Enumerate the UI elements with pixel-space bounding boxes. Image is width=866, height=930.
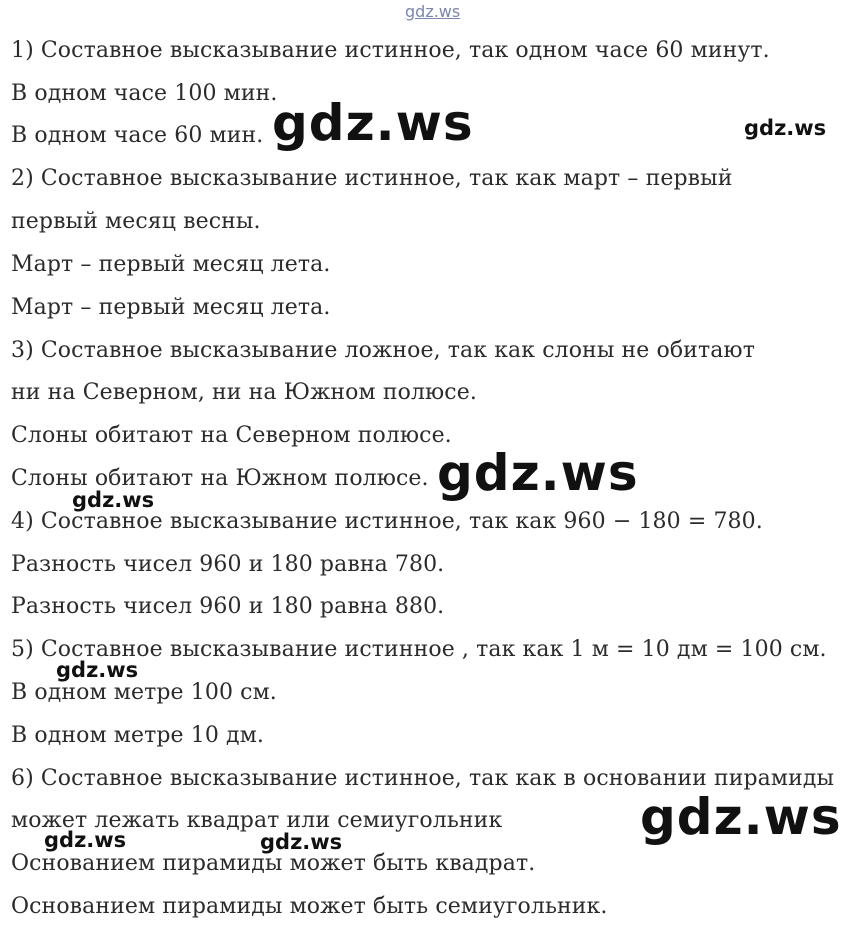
watermark: gdz.ws — [272, 94, 474, 152]
watermark: gdz.ws — [640, 788, 842, 846]
text-line: В одном метре 100 см. — [11, 680, 277, 705]
text-line: Разность чисел 960 и 180 равна 880. — [11, 594, 445, 619]
text-line: первый месяц весны. — [11, 209, 261, 234]
watermark: gdz.ws — [744, 116, 827, 140]
text-line: Март – первый месяц лета. — [11, 252, 331, 277]
text-line: В одном часе 60 мин. — [11, 123, 264, 148]
text-line: Слоны обитают на Северном полюсе. — [11, 423, 452, 448]
text-line: ни на Северном, ни на Южном полюсе. — [11, 380, 477, 405]
text-line: В одном часе 100 мин. — [11, 81, 278, 106]
watermark: gdz.ws — [405, 2, 461, 21]
text-line: Основанием пирамиды может быть квадрат. — [11, 851, 536, 876]
text-line: может лежать квадрат или семиугольник — [11, 808, 503, 833]
text-line: Основанием пирамиды может быть семиугольник. — [11, 894, 608, 919]
text-line: Разность чисел 960 и 180 равна 780. — [11, 552, 445, 577]
text-line: 3) Составное высказывание ложное, так как слоны не обитают — [11, 338, 755, 363]
text-line: В одном метре 10 дм. — [11, 723, 265, 748]
text-line: 2) Составное высказывание истинное, так как март – первый — [11, 166, 733, 191]
watermark: gdz.ws — [56, 658, 139, 682]
text-line: 5) Составное высказывание истинное , так как 1 м = 10 дм = 100 см. — [11, 637, 827, 662]
text-line: Слоны обитают на Южном полюсе. — [11, 466, 429, 491]
watermark: gdz.ws — [260, 830, 343, 854]
text-line: 4) Составное высказывание истинное, так как 960 − 180 = 780. — [11, 509, 763, 534]
text-line: 6) Составное высказывание истинное, так как в основании пирамиды — [11, 766, 835, 791]
text-line: Март – первый месяц лета. — [11, 295, 331, 320]
watermark: gdz.ws — [437, 444, 639, 502]
watermark: gdz.ws — [72, 488, 155, 512]
watermark: gdz.ws — [44, 828, 127, 852]
text-line: 1) Составное высказывание истинное, так одном часе 60 минут. — [11, 38, 770, 63]
